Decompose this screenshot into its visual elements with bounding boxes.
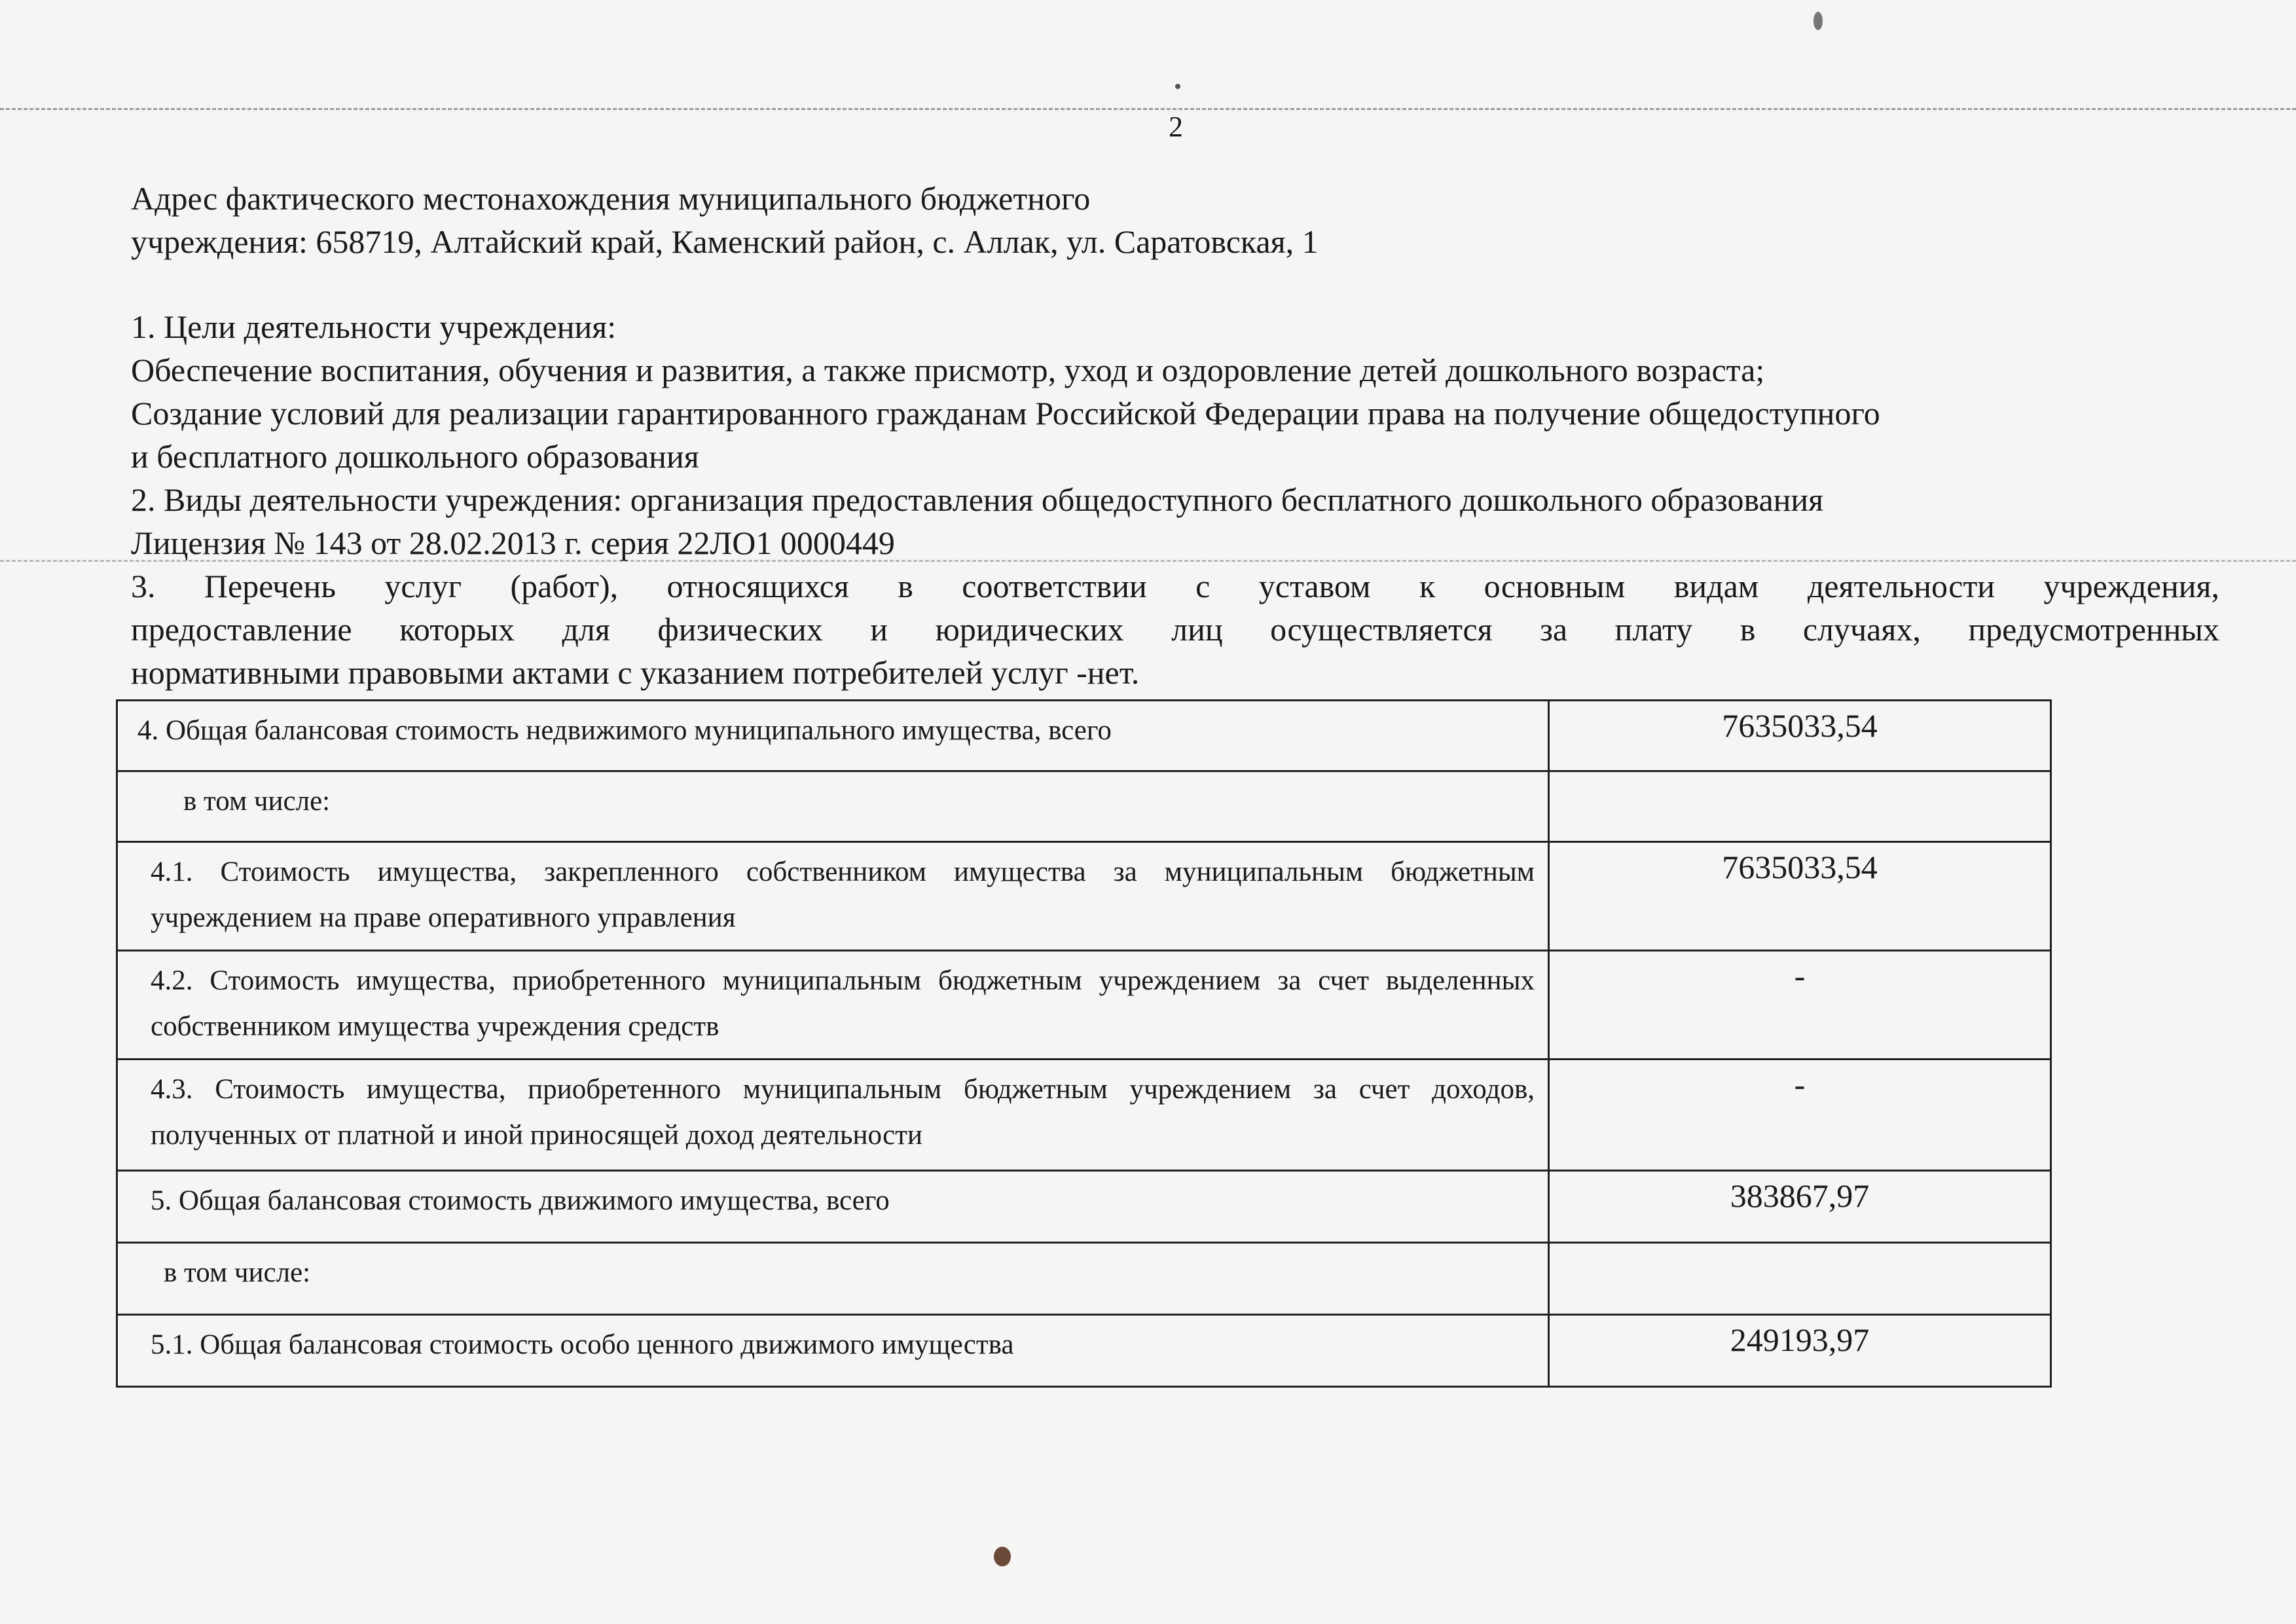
address-line-1: Адрес фактического местонахождения муниципального бюджетного <box>131 180 1091 217</box>
goals-line-2: Создание условий для реализации гарантированного гражданам Российской Федерации права на получение общедоступного <box>131 395 1880 432</box>
paper-speck <box>1175 84 1180 89</box>
row-value <box>1549 1243 2051 1315</box>
table-row <box>117 771 2051 842</box>
row-label: 4.1. Стоимость имущества, закрепленного собственником имущества за муниципальным бюджетным учреждением на праве оперативного управления <box>117 842 1549 951</box>
row-label: 4.3. Стоимость имущества, приобретенного муниципальным бюджетным учреждением за счет доходов, полученных от платной и иной приносящей доход деятельности <box>117 1060 1549 1171</box>
table-row <box>117 701 2051 771</box>
table-row <box>117 1243 2051 1315</box>
goals-heading: 1. Цели деятельности учреждения: <box>131 308 617 345</box>
row-label: в том числе: <box>117 771 1549 842</box>
table-row <box>117 951 2051 1060</box>
license-line: Лицензия № 143 от 28.02.2013 г. серия 22ЛО1 0000449 <box>131 525 895 561</box>
goals-line-1: Обеспечение воспитания, обучения и развития, а также присмотр, уход и оздоровление детей дошкольного возраста; <box>131 352 1765 388</box>
activities-line: 2. Виды деятельности учреждения: организация предоставления общедоступного бесплатного дошкольного образования <box>131 481 1824 518</box>
paper-speck <box>1813 12 1823 30</box>
row-label: 4. Общая балансовая стоимость недвижимого муниципального имущества, всего <box>117 701 1549 771</box>
sections-block <box>131 305 2219 694</box>
address-line-2: учреждения: 658719, Алтайский край, Каменский район, с. Аллак, ул. Саратовская, 1 <box>131 223 1319 260</box>
scan-edge-line <box>0 108 2296 110</box>
table-row <box>117 1060 2051 1171</box>
row-label: 4.2. Стоимость имущества, приобретенного муниципальным бюджетным учреждением за счет выделенных собственником имущества учреждения средств <box>117 951 1549 1060</box>
row-value: 7635033,54 <box>1549 701 2051 771</box>
row-value: 7635033,54 <box>1549 842 2051 951</box>
address-block <box>131 177 2219 263</box>
row-value: - <box>1549 951 2051 1060</box>
row-value <box>1549 771 2051 842</box>
row-value: - <box>1549 1060 2051 1171</box>
row-label: 5. Общая балансовая стоимость движимого имущества, всего <box>117 1171 1549 1243</box>
table-row <box>117 1171 2051 1243</box>
goals-line-3: и бесплатного дошкольного образования <box>131 438 699 475</box>
services-line-1: 3. Перечень услуг (работ), относящихся в соответствии с уставом к основным видам деятельности учреждения, <box>131 568 2219 604</box>
row-label: 5.1. Общая балансовая стоимость особо ценного движимого имущества <box>117 1315 1549 1387</box>
row-value: 383867,97 <box>1549 1171 2051 1243</box>
row-label: в том числе: <box>117 1243 1549 1315</box>
table-row <box>117 1315 2051 1387</box>
page-number: 2 <box>1169 111 1183 143</box>
table-row <box>117 842 2051 951</box>
services-line-2: предоставление которых для физических и юридических лиц осуществляется за плату в случаях, предусмотренных <box>131 611 2219 648</box>
balance-table <box>116 699 2052 1388</box>
paper-speck <box>994 1547 1011 1566</box>
row-value: 249193,97 <box>1549 1315 2051 1387</box>
services-line-3: нормативными правовыми актами с указанием потребителей услуг -нет. <box>131 654 1140 691</box>
